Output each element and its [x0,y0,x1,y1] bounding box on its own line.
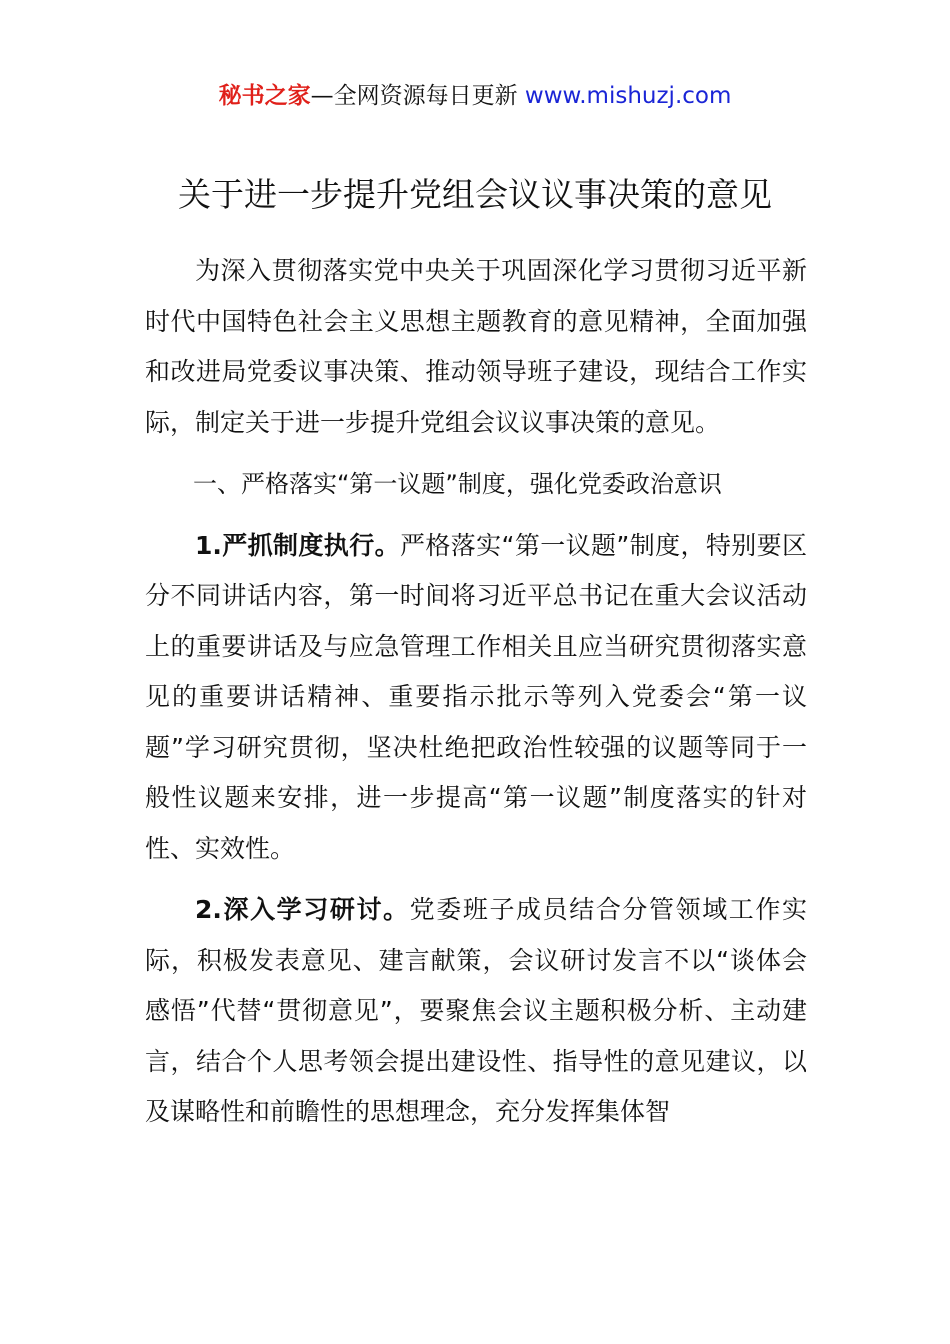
intro-paragraph: 为深入贯彻落实党中央关于巩固深化学习贯彻习近平新时代中国特色社会主义思想主题教育的意见精神，全面加强和改进局党委议事决策、推动领导班子建设，现结合工作实际，制定关于进一步提升党组会议议事决策的意见。 [145,256,807,437]
item-2-text: 党委班子成员结合分管领域工作实际，积极发表意见、建言献策，会议研讨发言不以“谈体会感悟”代替“贯彻意见”，要聚焦会议主题积极分析、主动建言，结合个人思考领会提出建设性、指导性的意见建议，以及谋略性和前瞻性的思想理念，充分发挥集体智 [145,895,807,1126]
item-1-lead: 1.严抓制度执行。 [195,530,400,560]
site-header [0,80,950,112]
site-url[interactable]: www.mishuzj.com [524,83,732,109]
site-tagline: —全网资源每日更新 [310,83,525,109]
item-1-text: 严格落实“第一议题”制度，特别要区分不同讲话内容，第一时间将习近平总书记在重大会议活动上的重要讲话及与应急管理工作相关且应当研究贯彻落实意见的重要讲话精神、重要指示批示等列入党委会“第一议题”学习研究贯彻，坚决杜绝把政治性较强的议题等同于一般性议题来安排，进一步提高“第一议题”制度落实的针对性、实效性。 [145,530,807,863]
site-brand: 秘书之家 [218,83,311,109]
section-heading: 一、严格落实“第一议题”制度，强化党委政治意识 [193,470,722,498]
item-2-lead: 2.深入学习研讨。 [195,895,410,924]
item-2-paragraph [145,885,807,1138]
document-title: 关于进一步提升党组会议议事决策的意见 [178,175,772,214]
item-1-paragraph [145,521,807,875]
document-body [145,246,807,1138]
